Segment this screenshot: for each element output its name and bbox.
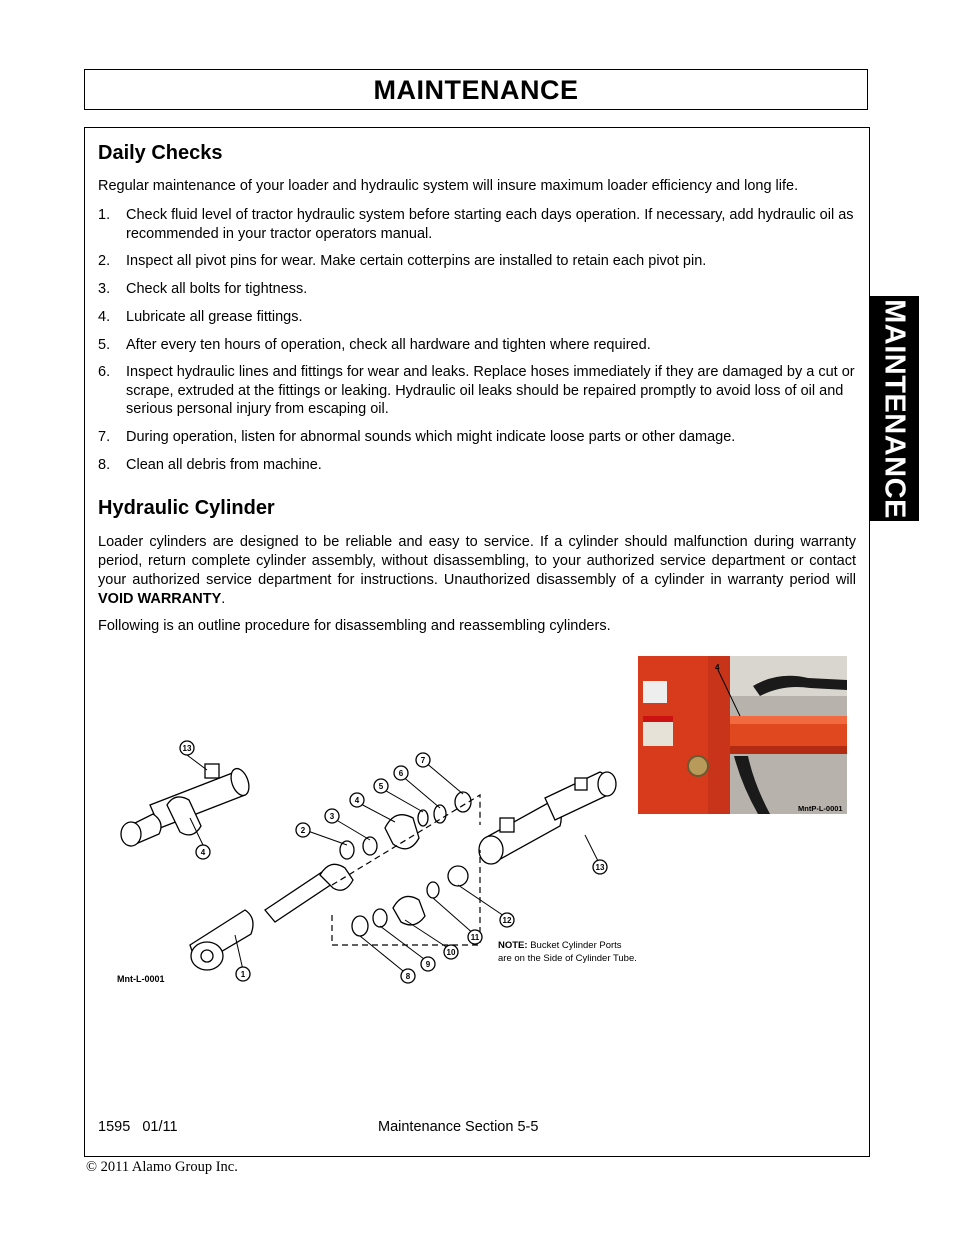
list-item <box>98 336 856 355</box>
header-box <box>84 69 868 110</box>
list-item <box>98 252 856 271</box>
callout-9: 9 <box>425 960 431 969</box>
diagram-code: Mnt-L-0001 <box>117 974 165 984</box>
diagram-note-line1: NOTE: Bucket Cylinder Ports <box>498 940 622 951</box>
callout-7: 7 <box>420 756 426 765</box>
callout-6: 6 <box>398 769 404 778</box>
list-item-text: Check all bolts for tightness. <box>126 281 308 298</box>
list-item-number: 3. <box>98 281 111 298</box>
list-item-number: 4. <box>98 308 111 325</box>
hydraulic-cylinder-heading: Hydraulic Cylinder <box>98 497 275 519</box>
list-item-text: Check fluid level of tractor hydraulic system before starting each days operation. If necessary, add hydraulic oil as recommended in your tractor operators manual. <box>126 207 854 242</box>
hydraulic-cylinder-paragraph <box>98 533 856 609</box>
rod-eye-upper <box>121 822 141 846</box>
callout-5: 5 <box>378 782 384 791</box>
list-item-number: 1. <box>98 207 111 223</box>
list-item <box>98 206 856 243</box>
warranty-text-end: . <box>221 591 226 607</box>
list-item <box>98 308 856 327</box>
piston <box>393 896 425 924</box>
callout-10: 10 <box>446 948 456 957</box>
list-item <box>98 456 856 475</box>
list-item-number: 8. <box>98 457 111 474</box>
list-item-text: Inspect all pivot pins for wear. Make certain cotterpins are installed to retain each pivot pin. <box>126 253 707 270</box>
port-block <box>205 764 219 778</box>
callout-13: 13 <box>182 744 192 753</box>
side-tab <box>869 296 919 521</box>
daily-checks-heading: Daily Checks <box>98 142 223 164</box>
callout-2: 2 <box>300 826 306 835</box>
procedure-intro: Following is an outline procedure for disassembling and reassembling cylinders. <box>98 618 611 634</box>
copyright: © 2011 Alamo Group Inc. <box>86 1159 238 1175</box>
lock-nut <box>448 866 468 886</box>
callout-12: 12 <box>502 916 512 925</box>
side-tab-label: MAINTENANCE <box>878 298 911 519</box>
list-item-text: Lubricate all grease fittings. <box>126 308 303 325</box>
photo-callout-4: 4 <box>715 663 720 672</box>
callout-1: 1 <box>240 970 246 979</box>
daily-checks-list <box>98 206 856 484</box>
list-item-text: During operation, listen for abnormal sounds which might indicate loose parts or other damage. <box>126 429 736 446</box>
photo-code: MntP-L-0001 <box>798 804 843 813</box>
cylinder-photo <box>638 656 847 814</box>
page-title: MAINTENANCE <box>373 75 579 105</box>
list-item-text: After every ten hours of operation, check all hardware and tighten where required. <box>126 336 651 353</box>
footer-doc-number: 1595 01/11 <box>98 1119 178 1135</box>
callout-11: 11 <box>470 933 480 942</box>
callout-13-b: 13 <box>595 863 605 872</box>
list-item-text: Inspect hydraulic lines and fittings for wear and leaks. Replace hoses immediately if they are damaged by a cut or scrape, extruded at the fittings or leaking. Hydraulic oil leaks should be repaired promptly to avoid loss of oil and serious personal injury from escaping oil. <box>126 364 855 418</box>
list-item <box>98 280 856 299</box>
daily-checks-intro: Regular maintenance of your loader and hydraulic system will insure maximum loader efficiency and long life. <box>98 178 799 194</box>
footer-section: Maintenance Section 5-5 <box>378 1119 539 1135</box>
diagram-note-line2: are on the Side of Cylinder Tube. <box>498 953 637 964</box>
cylinder-exploded-diagram <box>95 730 660 995</box>
callout-4: 4 <box>200 848 206 857</box>
list-item <box>98 363 856 419</box>
callout-8: 8 <box>405 972 411 981</box>
callout-3: 3 <box>329 812 335 821</box>
void-warranty-text: VOID WARRANTY <box>98 591 222 607</box>
list-item-number: 7. <box>98 429 111 446</box>
list-item-number: 2. <box>98 253 111 270</box>
warranty-text: Loader cylinders are designed to be reliable and easy to service. If a cylinder should malfunction during warranty period, return complete cylinder assembly, without disassembling, to your authorized service department or contact your authorized service department for instructions. Unauthorized disassembly of a cylinder in warranty period will <box>98 534 856 588</box>
list-item-number: 5. <box>98 336 111 353</box>
list-item-text: Clean all debris from machine. <box>126 457 322 474</box>
list-item <box>98 428 856 447</box>
callout-4-b: 4 <box>354 796 360 805</box>
list-item-number: 6. <box>98 364 111 381</box>
